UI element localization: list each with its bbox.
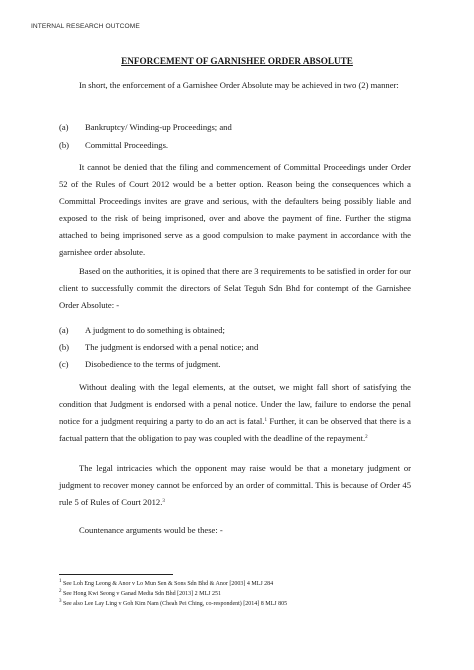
footnote-ref: 2	[365, 435, 368, 440]
document-page: INTERNAL RESEARCH OUTCOME ENFORCEMENT OF GARNISHEE ORDER ABSOLUTE In short, the enforcement of a Garnishee Order Absolute may be achieved in two (2) manner: (a) Bankruptcy/ Winding-up Proceedings; and (b) Committal Proceedings. It cannot be denied that the filing and commencement of Committal Proceedings under Order 52 of the Rules of Court 2012 would be a better option. Reason being the consequences which a Committal Proceedings invites are grave and serious, with the defaulters being possibly liable and exposed to the risk of being imprisoned, over and above the payment of fine. Further the stigma attached to being imprisoned serve as a good compulsion to make payment in accordance with the garnishee order absolute. Based on the authorities, it is opined that there are 3 requirements to be satisfied in order for our client to successfully commit the directors of Selat Teguh Sdn Bhd for contempt of the Garnishee Order Absolute: - (a) A judgment to do something is obtained; (b) The judgment is endorsed with a penal notice; and (c) Disobedience to the terms of judgment. Without dealing with the legal elements, at the outset, we might fall short of satisfying the condition that Judgment is endorsed with a penal notice. Under the law, failure to endorse the penal notice for a judgment requiring a party to do an act is fatal.$^1$ Further, it can be observed that there is a factual pattern that the obligation to pay was coupled with the deadline of the repayment.$^2$ The legal intricacies which the opponent may raise would be that a monetary judgment or judgment to recover money cannot be enforced by an order of committal. This is because of Order 45 rule 5 of Rules of Court 2012.$^3$ Countenance arguments would be these: - $^1$ See Loh Eng Leong & Anor v Lo Mun Sen & Sons Sdn Bhd & Anor [2003] 4 MLJ 284 $^2$ See Hong Kwi Seong v Ganad Media Sdn Bhd [2013] 2 MLJ 251 $^3$ See also Lee Lay Ling v Goh Kim Nam (Cheah Pei Ching, co-respondent) [2014] 8 MLJ 805	[0, 0, 474, 670]
footnote-separator	[59, 574, 173, 575]
footnote-ref: 1	[264, 418, 267, 423]
footnote: $^3$ See also Lee Lay Ling v Goh Kim Nam (Cheah Pei Ching, co-respondent) [2014] 8 MLJ 805	[59, 599, 288, 607]
footnote-ref: 3	[162, 499, 165, 504]
body-paragraph: The legal intricacies which the opponent may raise would be that a monetary judgment or judgment to recover money cannot be enforced by an order of committal. This is because of Order 45 rule 5 of Rules of Court 2012.$^3$	[59, 463, 411, 507]
intro-paragraph: In short, the enforcement of a Garnishee Order Absolute may be achieved in two (2) manner:	[79, 80, 399, 90]
body-paragraph: It cannot be denied that the filing and commencement of Committal Proceedings under Order 52 of the Rules of Court 2012 would be a better option. Reason being the consequences which a Committal Proceedings invites are grave and serious, with the defaulters being possibly liable and exposed to the risk of being imprisoned, over and above the payment of fine. Further the stigma attached to being imprisoned serve as a good compulsion to make payment in accordance with the garnishee order absolute.	[59, 162, 411, 257]
running-header: INTERNAL RESEARCH OUTCOME	[31, 23, 140, 30]
section-title: ENFORCEMENT OF GARNISHEE ORDER ABSOLUTE	[121, 56, 353, 66]
footnote: $^1$ See Loh Eng Leong & Anor v Lo Mun Sen & Sons Sdn Bhd & Anor [2003] 4 MLJ 284	[59, 579, 274, 587]
body-paragraph: Based on the authorities, it is opined that there are 3 requirements to be satisfied in order for our client to successfully commit the directors of Selat Teguh Sdn Bhd for contempt of the Garnishee Order Absolute: -	[59, 266, 411, 310]
body-paragraph: Countenance arguments would be these: -	[79, 525, 223, 535]
footnote: $^2$ See Hong Kwi Seong v Ganad Media Sdn Bhd [2013] 2 MLJ 251	[59, 589, 221, 597]
body-paragraph: Without dealing with the legal elements, at the outset, we might fall short of satisfying the condition that Judgment is endorsed with a penal notice. Under the law, failure to endorse the penal notice for a judgment requiring a party to do an act is fatal.$^1$ Further, it can be observed that there is a factual pattern that the obligation to pay was coupled with the deadline of the repayment.$^2$	[59, 382, 411, 443]
